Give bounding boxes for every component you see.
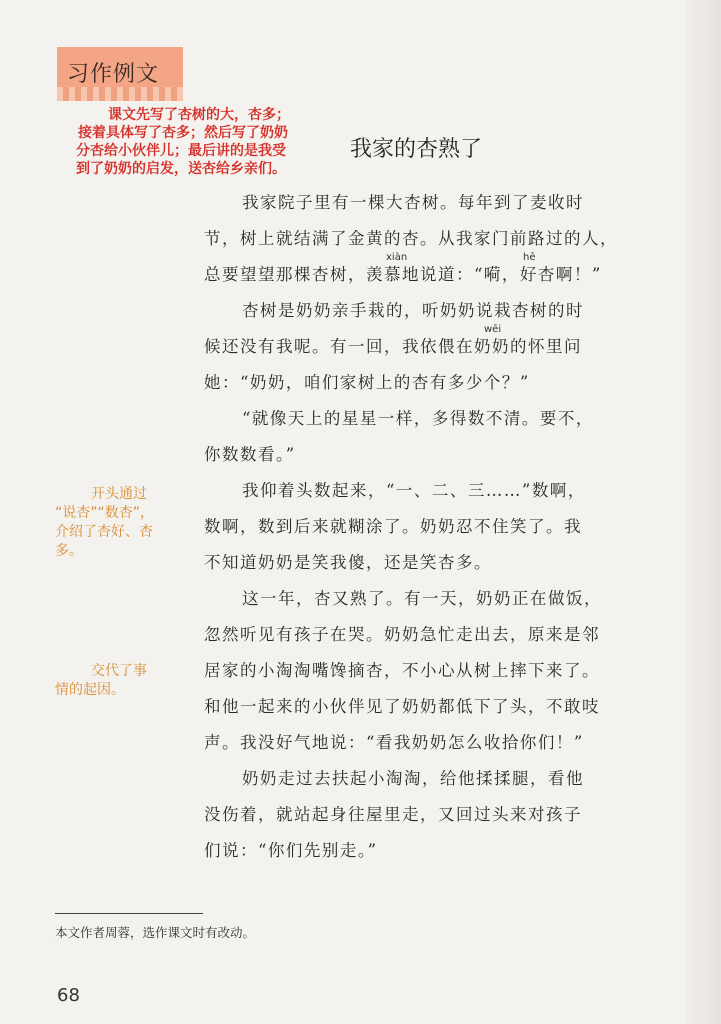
side-note-line: “说杏”“数杏”， [55, 505, 155, 521]
text-line: “就像天上的星星一样，多得数不清。要不， [242, 409, 594, 428]
summary-line: 接着具体写了杏多；然后写了奶奶 [78, 125, 288, 141]
side-note-line: 情的起因。 [55, 682, 125, 698]
text-line: 我仰着头数起来，“一、二、三……”数啊， [242, 481, 586, 500]
side-note-line: 交代了事 [91, 663, 147, 679]
side-note-opening [55, 485, 154, 561]
text-line-with-pinyin [204, 324, 664, 365]
page-number: 68 [57, 985, 80, 1006]
text-line: 你数数看。” [204, 445, 296, 464]
text-line: 忽然听见有孩子在哭。奶奶急忙走出去，原来是邻 [204, 625, 600, 644]
text-line: 数啊，数到后来就糊涂了。奶奶忍不住笑了。我 [204, 517, 582, 536]
text-line: 奶奶走过去扶起小淘淘，给他揉揉腿，看他 [242, 769, 584, 788]
footnote: 本文作者周蓉，选作课文时有改动。 [55, 925, 256, 940]
page-edge-shadow [685, 0, 721, 1024]
text-line: 和他一起来的小伙伴见了奶奶都低下了头，不敢吱 [204, 697, 600, 716]
summary-note [52, 106, 352, 178]
text-line: 我家院子里有一棵大杏树。每年到了麦收时 [242, 193, 584, 212]
text-line: 总要望望那棵杏树，羡慕地说道：“嗬，好杏啊！” [204, 265, 602, 284]
side-note-cause [55, 662, 147, 700]
section-tag-label: 习作例文 [67, 62, 160, 87]
section-tag-stripes [57, 87, 183, 101]
footnote-divider [55, 913, 203, 914]
text-line-with-pinyin [204, 252, 664, 293]
text-line: 没伤着，就站起身往屋里走，又回过头来对孩子 [204, 805, 582, 824]
article-title: 我家的杏熟了 [350, 137, 483, 162]
summary-line: 课文先写了杏树的大，杏多； [108, 107, 290, 123]
side-note-line: 开头通过 [91, 486, 147, 502]
section-tag [57, 47, 183, 101]
text-line: 这一年，杏又熟了。有一天，奶奶正在做饭， [242, 589, 602, 608]
pinyin-annotation: wēi [484, 324, 502, 335]
text-line: 候还没有我呢。有一回，我依偎在奶奶的怀里问 [204, 337, 582, 356]
text-line: 节，树上就结满了金黄的杏。从我家门前路过的人， [204, 229, 618, 248]
pinyin-annotation: hē [523, 252, 536, 263]
side-note-line: 介绍了杏好、杏 [55, 524, 153, 540]
article-body [204, 185, 664, 869]
summary-line: 分杏给小伙伴儿；最后讲的是我受 [76, 143, 286, 159]
summary-line: 到了奶奶的启发，送杏给乡亲们。 [76, 161, 286, 177]
text-line: 杏树是奶奶亲手栽的，听奶奶说栽杏树的时 [242, 301, 584, 320]
text-line: 声。我没好气地说：“看我奶奶怎么收拾你们！” [204, 733, 584, 752]
text-line: 居家的小淘淘嘴馋摘杏，不小心从树上摔下来了。 [204, 661, 600, 680]
text-line: 不知道奶奶是笑我傻，还是笑杏多。 [204, 553, 492, 572]
text-line: 她：“奶奶，咱们家树上的杏有多少个？” [204, 373, 530, 392]
side-note-line: 多。 [55, 543, 83, 559]
pinyin-annotation: xiàn [386, 252, 408, 263]
text-line: 们说：“你们先别走。” [204, 841, 378, 860]
